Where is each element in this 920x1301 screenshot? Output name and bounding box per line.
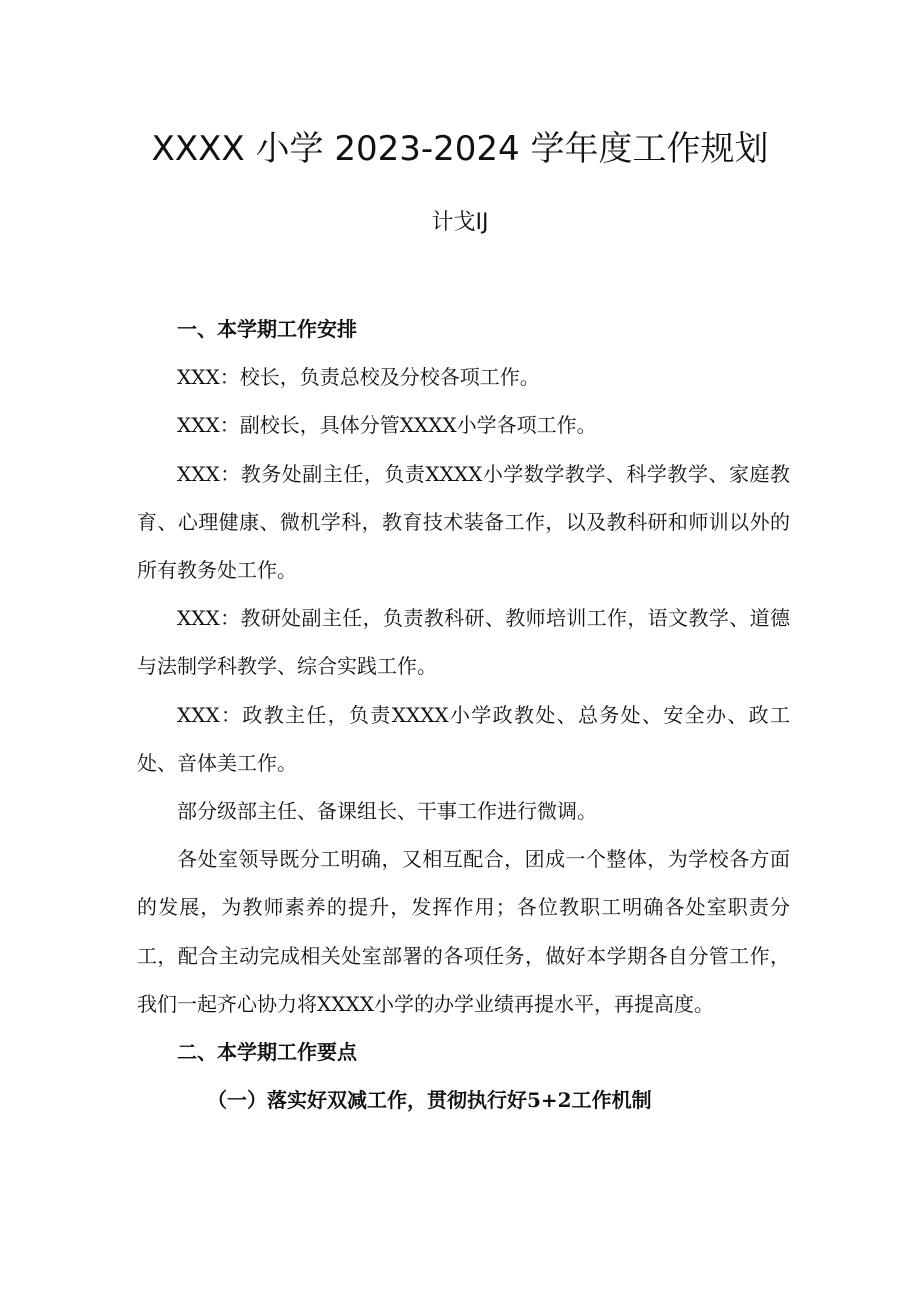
- document-title: XXXX 小学 2023-2024 学年度工作规划: [151, 129, 769, 169]
- section-heading: 一、本学期工作安排: [177, 317, 357, 341]
- paragraph: XXX：政教主任，负责XXXX小学政教处、总务处、安全办、政工处、音体美工作。: [137, 702, 790, 775]
- paragraph: XXX：教研处副主任，负责教科研、教师培训工作，语文教学、道德与法制学科教学、综合实践工作。: [137, 606, 790, 679]
- paragraph: XXX：校长，负责总校及分校各项工作。: [177, 365, 540, 390]
- paragraph: 各处室领导既分工明确，又相互配合，团成一个整体，为学校各方面的发展，为教师素养的提升，发挥作用；各位教职工明确各处室职责分工，配合主动完成相关处室部署的各项任务，做好本学期各自分管工作，我们一起齐心协力将XXXX小学的办学业绩再提水平，再提高度。: [137, 847, 790, 1016]
- section-heading: 二、本学期工作要点: [177, 1040, 357, 1065]
- paragraph: 部分级部主任、备课组长、干事工作进行微调。: [177, 799, 597, 824]
- paragraph: XXX：教务处副主任，负责XXXX小学数学教学、科学教学、家庭教育、心理健康、微机学科，教育技术装备工作，以及教科研和师训以外的所有教务处工作。: [137, 461, 790, 583]
- document-body: [137, 305, 790, 1124]
- paragraph: XXX：副校长，具体分管XXXX小学各项工作。: [177, 413, 597, 438]
- subsection-heading: （一）落实好双减工作，贯彻执行好5+2工作机制: [207, 1088, 652, 1113]
- document-subtitle: 计戈IJ: [431, 210, 489, 235]
